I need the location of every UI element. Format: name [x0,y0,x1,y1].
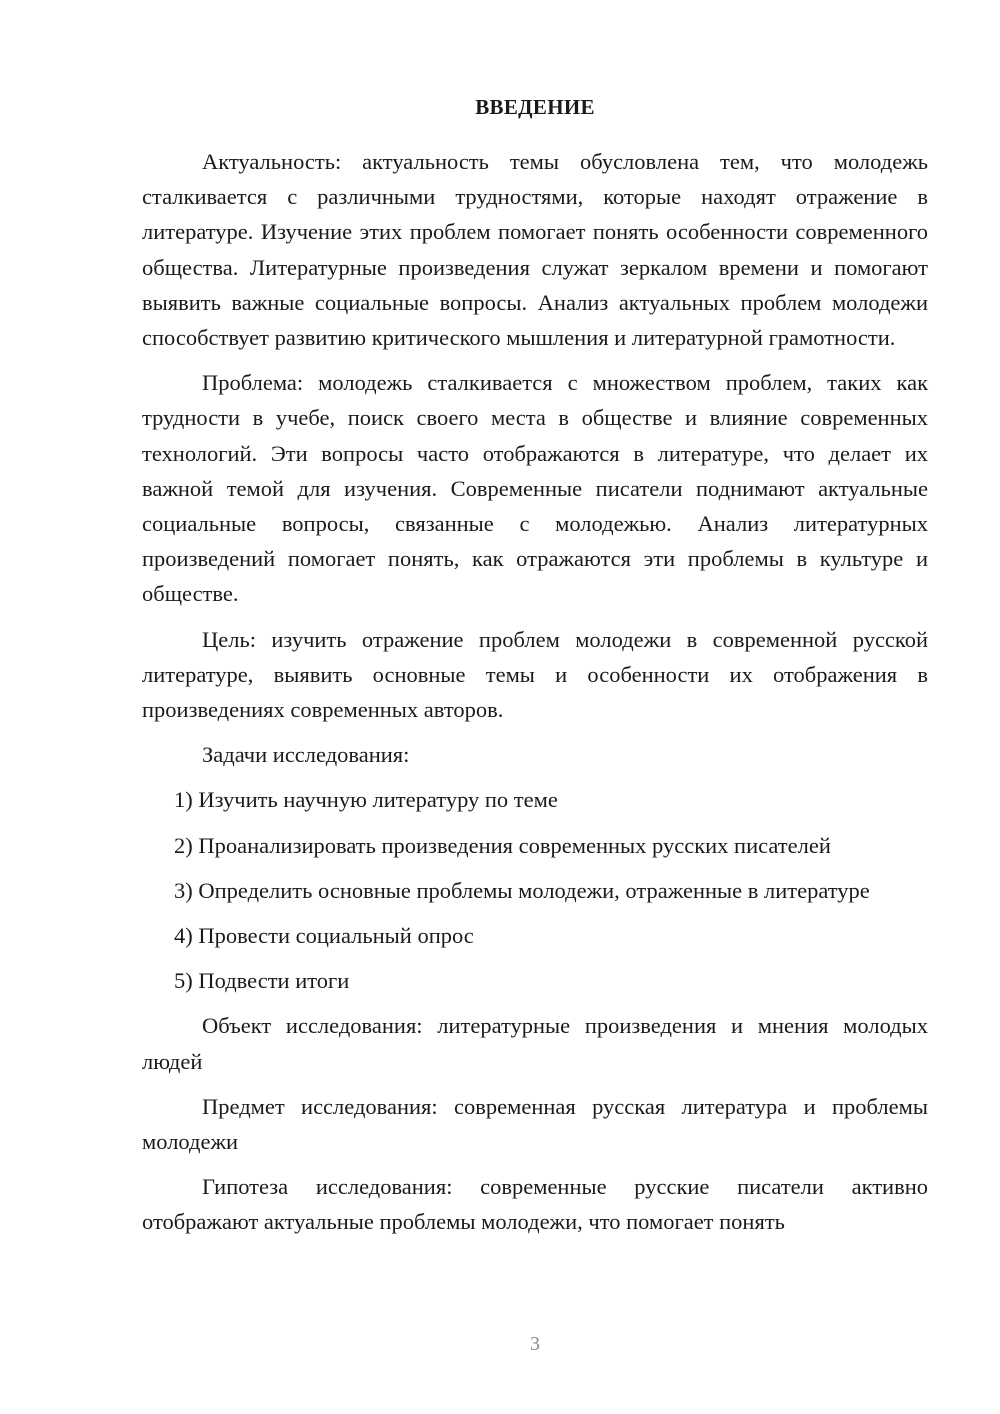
tasks-heading: Задачи исследования: [202,742,410,768]
paragraph-relevance: Актуальность: актуальность темы обусловлена тем, что молодежь сталкивается с различными трудностями, которые находят отражение в литературе. Изучение этих проблем помогает понять особенности современного общества. Литературные произведения служат зеркалом времени и помогают выявить важные социальные вопросы. Анализ актуальных проблем молодежи способствует развитию критического мышления и литературной грамотности. [142,149,928,351]
task-item: 2) Проанализировать произведения современных русских писателей [174,832,831,858]
page-number: 3 [530,1333,540,1355]
paragraph-object: Объект исследования: литературные произведения и мнения молодых людей [142,1013,928,1074]
paragraph-hypothesis: Гипотеза исследования: современные русские писатели активно отображают актуальные проблемы молодежи, что помогает понять [142,1174,928,1235]
task-item: 1) Изучить научную литературу по теме [174,787,558,813]
task-item: 5) Подвести итоги [174,968,350,994]
paragraph-problem: Проблема: молодежь сталкивается с множеством проблем, таких как трудности в учебе, поиск своего места в обществе и влияние современных технологий. Эти вопросы часто отображаются в литературе, что делает их важной темой для изучения. Современные писатели поднимают актуальные социальные вопросы, связанные с молодежью. Анализ литературных произведений помогает понять, как отражаются эти проблемы в культуре и обществе. [142,370,928,607]
paragraph-subject: Предмет исследования: современная русская литература и проблемы молодежи [142,1093,928,1155]
task-item: 4) Провести социальный опрос [174,923,474,949]
section-title: ВВЕДЕНИЕ [475,95,595,119]
task-item: 3) Определить основные проблемы молодежи, отраженные в литературе [174,877,870,903]
document-page [142,92,928,1250]
paragraph-goal: Цель: изучить отражение проблем молодежи в современной русской литературе, выявить основные темы и особенности их отображения в произведениях современных авторов. [142,626,928,723]
